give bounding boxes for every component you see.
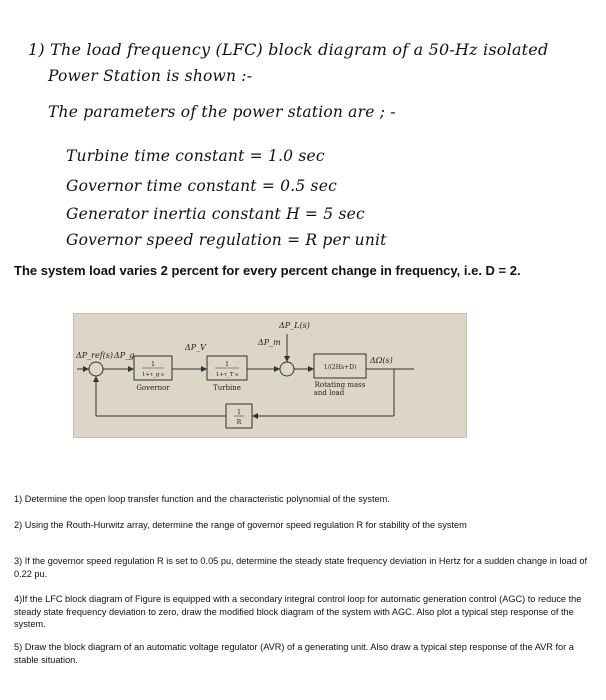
sum-junction-load <box>280 362 294 376</box>
caption-governor: Governor <box>136 384 170 392</box>
tur-tf-den: 1+τ_T s <box>215 372 239 378</box>
block-diagram-svg <box>74 314 466 437</box>
title-line-2: Power Station is shown :- <box>48 67 253 85</box>
label-omega: ΔΩ(s) <box>370 356 393 365</box>
label-pv: ΔP_V <box>185 343 206 352</box>
param-regulation: Governor speed regulation = R per unit <box>66 231 387 249</box>
params-intro: The parameters of the power station are ; - <box>48 103 396 121</box>
param-governor: Governor time constant = 0.5 sec <box>66 177 337 195</box>
label-pl: ΔP_L(s) <box>279 321 310 330</box>
load-statement: The system load varies 2 percent for every percent change in frequency, i.e. D = 2. <box>14 263 521 278</box>
title-line-1: 1) The load frequency (LFC) block diagram of a 50-Hz isolated <box>28 40 549 59</box>
question-3: 3) If the governor speed regulation R is set to 0.05 pu, determine the steady state frequency deviation in Hertz for a sudden change in load of 0.22 pu. <box>14 556 588 579</box>
caption-rotating-mass: Rotating mass <box>314 381 366 389</box>
gov-tf-den: 1+τ_g s <box>142 372 164 378</box>
question-2: 2) Using the Routh-Hurwitz array, determine the range of governor speed regulation R for stability of the system <box>14 520 467 530</box>
param-generator: Generator inertia constant H = 5 sec <box>66 205 365 223</box>
feedback-den: R <box>236 419 242 426</box>
caption-and-load: and load <box>313 389 345 397</box>
gov-tf-num: 1 <box>151 361 155 368</box>
sum-junction-ref <box>89 362 103 376</box>
param-turbine: Turbine time constant = 1.0 sec <box>66 147 325 165</box>
mass-tf: 1/(2Hs+D) <box>323 364 357 371</box>
caption-turbine: Turbine <box>213 384 241 392</box>
question-5: 5) Draw the block diagram of an automatic voltage regulator (AVR) of a generating unit. Also draw a typical step response of the AVR for a stable situation. <box>14 642 574 665</box>
question-1: 1) Determine the open loop transfer function and the characteristic polynomial of the system. <box>14 494 390 504</box>
label-pg: ΔP_g <box>114 351 135 360</box>
lfc-block-diagram <box>73 313 467 438</box>
label-pref: ΔP_ref(s) <box>76 351 114 360</box>
feedback-num: 1 <box>237 409 241 416</box>
tur-tf-num: 1 <box>225 361 229 368</box>
question-4: 4)If the LFC block diagram of Figure is equipped with a secondary integral control loop for automatic generation control (AGC) to reduce the steady state frequency deviation to zero, draw the modified block diagram of the system with AGC. Also plot a typical step response of the system. <box>14 594 582 630</box>
label-pm: ΔP_m <box>258 338 281 347</box>
